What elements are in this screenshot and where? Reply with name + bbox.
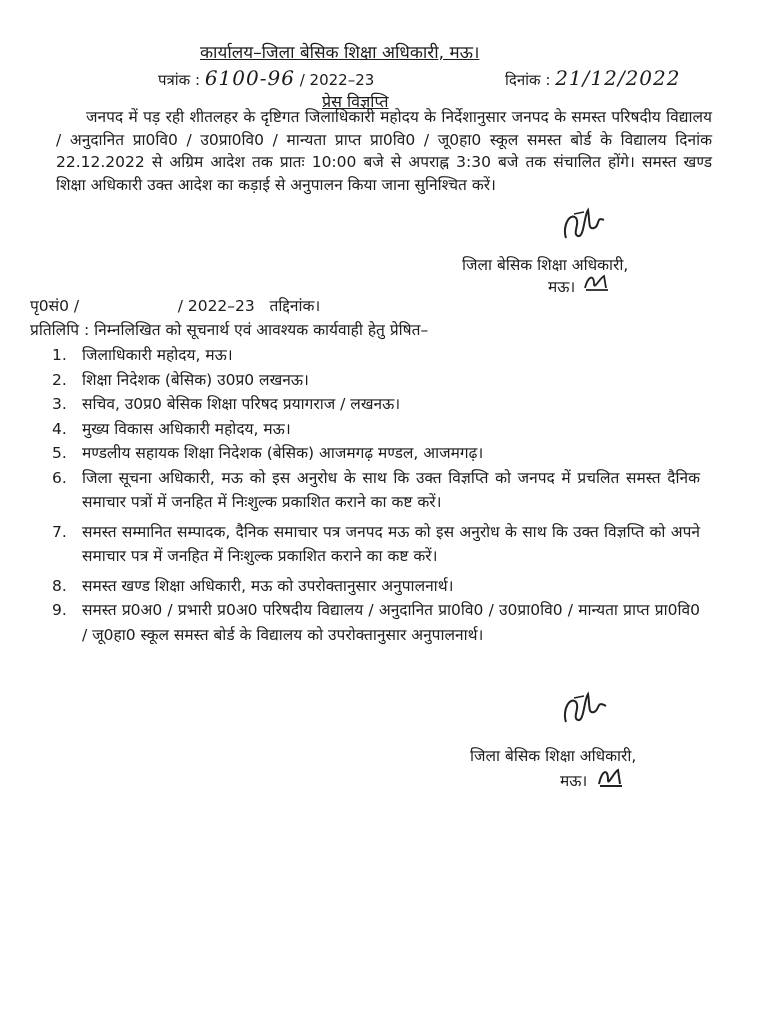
ref-year: / 2022–23 <box>299 71 375 89</box>
list-item <box>52 441 700 466</box>
item-number: 9. <box>52 601 67 619</box>
list-item <box>52 392 700 417</box>
item-text: जिला सूचना अधिकारी, मऊ को इस अनुरोध के साथ कि उक्त विज्ञप्ति को जनपद में प्रचलित समस्त दैनिक समाचार पत्रों में जनहित में निःशुल्क प्रकाशित कराने का कष्ट करें। <box>82 468 700 511</box>
item-text: समस्त प्र0अ0 / प्रभारी प्र0अ0 परिषदीय विद्यालय / अनुदानित प्रा0वि0 / उ0प्रा0वि0 / मान्यता प्राप्त प्रा0वि0 / जू0हा0 स्कूल समस्त बोर्ड के विद्यालय को उपरोक्तानुसार अनुपालनार्थ। <box>82 601 700 644</box>
item-text: शिक्षा निदेशक (बेसिक) उ0प्र0 लखनऊ। <box>82 370 309 389</box>
list-item <box>52 466 700 515</box>
list-item <box>52 520 700 569</box>
officer-signature-2 <box>560 684 612 730</box>
item-text: मुख्य विकास अधिकारी महोदय, मऊ। <box>82 419 291 438</box>
signatory-place-2: मऊ। <box>560 772 588 790</box>
item-number: 8. <box>52 576 67 595</box>
initials-2 <box>596 764 626 790</box>
date-line <box>505 66 680 90</box>
initials-1 <box>582 270 612 294</box>
officer-signature-1 <box>560 200 610 246</box>
signatory-designation-1: जिला बेसिक शिक्षा अधिकारी, <box>462 256 629 274</box>
item-text: जिलाधिकारी महोदय, मऊ। <box>82 346 233 364</box>
signatory-designation-2: जिला बेसिक शिक्षा अधिकारी, <box>470 747 637 765</box>
reference-line <box>158 66 374 90</box>
item-number: 5. <box>52 444 67 462</box>
list-item <box>52 368 700 393</box>
item-text: समस्त सम्मानित सम्पादक, दैनिक समाचार पत्र जनपद मऊ को इस अनुरोध के साथ कि उक्त विज्ञप्ति को अपने समाचार पत्र में जनहित में निःशुल्क प्रकाशित कराने का कष्ट करें। <box>82 522 700 565</box>
list-item <box>52 598 700 647</box>
item-number: 7. <box>52 522 67 541</box>
item-text: समस्त खण्ड शिक्षा अधिकारी, मऊ को उपरोक्तानुसार अनुपालनार्थ। <box>82 576 454 595</box>
list-item <box>52 417 700 442</box>
ref-label: पत्रांक : <box>158 71 201 89</box>
signatory-place-1: मऊ। <box>548 278 576 296</box>
press-release-title: प्रेस विज्ञप्ति <box>322 92 389 111</box>
date-handwritten: 21/12/2022 <box>555 66 681 90</box>
item-number: 2. <box>52 370 67 389</box>
endorsement-ref-line: पृ0सं0 / / 2022–23 तद्दिनांक। <box>30 297 321 315</box>
ref-number-handwritten: 6100-96 <box>204 66 295 90</box>
item-number: 3. <box>52 395 67 413</box>
date-label: दिनांक : <box>505 71 551 89</box>
copy-heading: प्रतिलिपि : निम्नलिखित को सूचनार्थ एवं आवश्यक कार्यवाही हेतु प्रेषित– <box>30 321 429 339</box>
list-item <box>52 343 700 368</box>
copy-list <box>52 343 700 647</box>
item-number: 1. <box>52 346 67 364</box>
item-number: 6. <box>52 468 67 487</box>
item-text: सचिव, उ0प्र0 बेसिक शिक्षा परिषद प्रयागराज / लखनऊ। <box>82 395 401 413</box>
list-item <box>52 574 700 599</box>
press-release-body: जनपद में पड़ रही शीतलहर के दृष्टिगत जिलाधिकारी महोदय के निर्देशानुसार जनपद के समस्त परिषदीय विद्यालय / अनुदानित प्रा0वि0 / उ0प्रा0वि0 / मान्यता प्राप्त प्रा0वि0 / जू0हा0 स्कूल समस्त बोर्ड के विद्यालय दिनांक 22.12.2022 से अग्रिम आदेश तक प्रातः 10:00 बजे से अपराह्न 3:30 बजे तक संचालित होंगे। समस्त खण्ड शिक्षा अधिकारी उक्त आदेश का कड़ाई से अनुपालन किया जाना सुनिश्चित करें। <box>56 108 712 194</box>
item-text: मण्डलीय सहायक शिक्षा निदेशक (बेसिक) आजमगढ़ मण्डल, आजमगढ़। <box>82 444 484 462</box>
item-number: 4. <box>52 419 67 438</box>
office-title: कार्यालय–जिला बेसिक शिक्षा अधिकारी, मऊ। <box>200 43 480 63</box>
